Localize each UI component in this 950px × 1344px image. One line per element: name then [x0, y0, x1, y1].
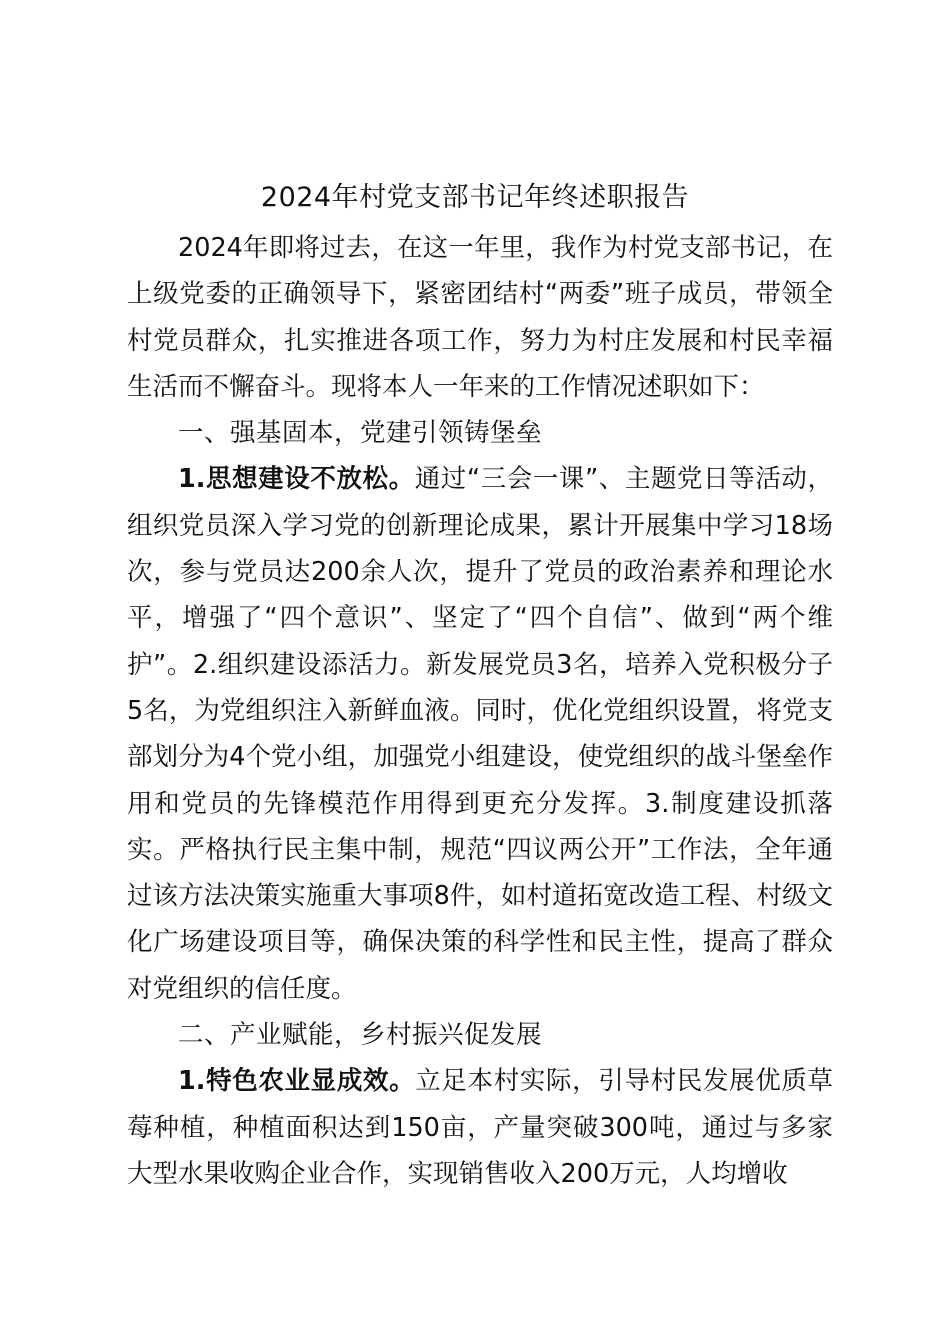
- section-1-paragraph: [127, 456, 833, 1012]
- section-heading-1: 一、强基固本，党建引领铸堡垒: [178, 418, 543, 449]
- section-1-text: 通过“三会一课”、主题党日等活动，组织党员深入学习党的创新理论成果，累计开展集中学习18场次，参与党员达200余人次，提升了党员的政治素养和理论水平，增强了“四个意识”、坚定了“四个自信”、做到“两个维护”。2.组织建设添活力。新发展党员3名，培养入党积极分子5名，为党组织注入新鲜血液。同时，优化党组织设置，将党支部划分为4个党小组，加强党小组建设，使党组织的战斗堡垒作用和党员的先锋模范作用得到更充分发挥。3.制度建设抓落实。严格执行民主集中制，规范“四议两公开”工作法，全年通过该方法决策实施重大事项8件，如村道拓宽改造工程、村级文化广场建设项目等，确保决策的科学性和民主性，提高了群众对党组织的信任度。: [127, 464, 833, 1004]
- section-1-lead: 1.思想建设不放松。: [178, 464, 415, 495]
- intro-paragraph: 2024年即将过去，在这一年里，我作为村党支部书记，在上级党委的正确领导下，紧密团结村“两委”班子成员，带领全村党员群众，扎实推进各项工作，努力为村庄发展和村民幸福生活而不懈奋斗。现将本人一年来的工作情况述职如下：: [127, 233, 833, 402]
- document-title: 2024年村党支部书记年终述职报告: [260, 182, 690, 213]
- section-2-paragraph: [127, 1058, 833, 1197]
- document-body: [127, 225, 833, 1197]
- section-2-lead: 1.特色农业显成效。: [178, 1066, 416, 1097]
- section-heading-2: 二、产业赋能，乡村振兴促发展: [178, 1020, 543, 1051]
- section-2-text: 立足本村实际，引导村民发展优质草莓种植，种植面积达到150亩，产量突破300吨，通过与多家大型水果收购企业合作，实现销售收入200万元，人均增收: [127, 1066, 833, 1189]
